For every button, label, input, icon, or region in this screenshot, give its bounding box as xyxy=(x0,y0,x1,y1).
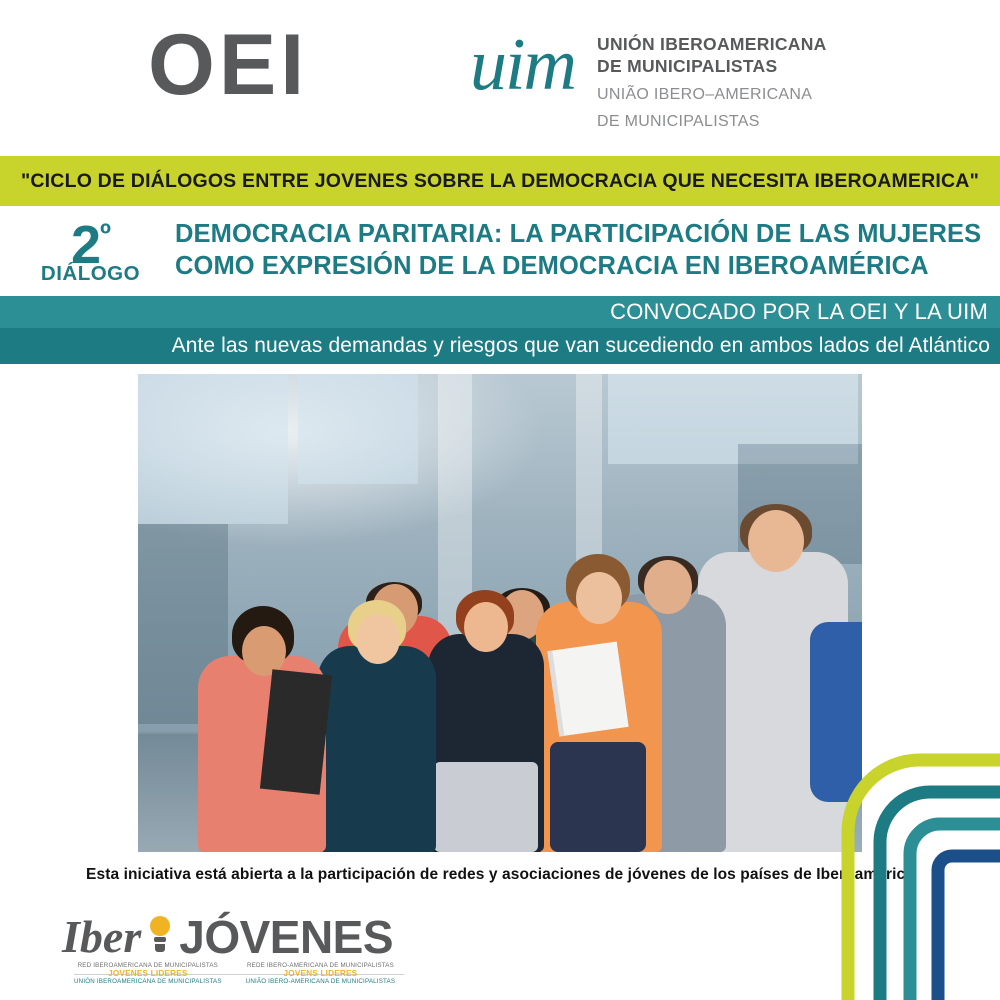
uim-logo-text xyxy=(597,28,827,132)
footer-sub-right-3: UNIÃO IBERO-AMERICANA DE MUNICIPALISTAS xyxy=(245,978,396,985)
dialogue-label: DIÁLOGO xyxy=(40,261,141,285)
footer-subtext-es xyxy=(74,962,222,985)
page-title-line1: DEMOCRACIA PARITARIA: LA PARTICIPACIÓN DE LAS MUJERES xyxy=(175,220,982,249)
uim-wordmark-icon: uim xyxy=(470,24,575,106)
dialogue-number-value: 2 xyxy=(70,214,101,275)
footer xyxy=(0,900,1000,1000)
uim-text-line2b: DE MUNICIPALISTAS xyxy=(597,112,760,130)
convened-by-text: CONVOCADO POR LA OEI Y LA UIM xyxy=(610,299,988,324)
iberjovenes-logo xyxy=(62,911,394,963)
footer-sub-right-1: REDE IBERO-AMERICANA DE MUNICIPALISTAS xyxy=(246,962,394,969)
cycle-banner-text: "CICLO DE DIÁLOGOS ENTRE JOVENES SOBRE LA DEMOCRACIA QUE NECESITA IBEROAMERICA" xyxy=(20,169,980,192)
initiative-caption: Esta iniciativa está abierta a la participación de redes y asociaciones de jóvenes de los países de Iberoamérica xyxy=(86,866,914,883)
page-title-line2: COMO EXPRESIÓN DE LA DEMOCRACIA EN IBEROAMÉRICA xyxy=(175,252,929,280)
page-title xyxy=(175,219,1000,283)
dialogue-number-block xyxy=(0,214,175,285)
uim-logo xyxy=(470,24,827,132)
footer-sub-right-2: JOVENS LIDERES xyxy=(283,969,358,978)
convened-by-band xyxy=(0,296,1000,328)
header-logo-bar xyxy=(0,0,1000,148)
oei-logo: OEI xyxy=(148,17,309,113)
footer-sub-left-2: JOVENES LIDERES xyxy=(108,969,188,978)
lightbulb-icon xyxy=(147,914,173,958)
decorative-arcs xyxy=(740,730,1000,1000)
uim-text-line2a: UNIÃO IBERO–AMERICANA xyxy=(597,85,813,103)
jovenes-wordmark: JÓVENES xyxy=(179,911,394,963)
title-row xyxy=(0,206,1000,296)
uim-text-line1a: UNIÓN IBEROAMERICANA xyxy=(597,34,827,54)
footer-subtext xyxy=(74,962,395,985)
footer-sub-left-3: UNIÓN IBEROAMERICANA DE MUNICIPALISTAS xyxy=(74,978,222,985)
iber-wordmark: Iber xyxy=(62,911,142,962)
subtitle-band xyxy=(0,328,1000,364)
subtitle-text: Ante las nuevas demandas y riesgos que van sucediendo en ambos lados del Atlántico xyxy=(171,334,990,357)
footer-sub-left-1: RED IBEROAMERICANA DE MUNICIPALISTAS xyxy=(77,962,219,969)
uim-text-line1b: DE MUNICIPALISTAS xyxy=(597,55,778,76)
dialogue-number-ordinal: º xyxy=(100,217,110,251)
footer-subtext-pt xyxy=(246,962,396,985)
cycle-banner xyxy=(0,156,1000,206)
